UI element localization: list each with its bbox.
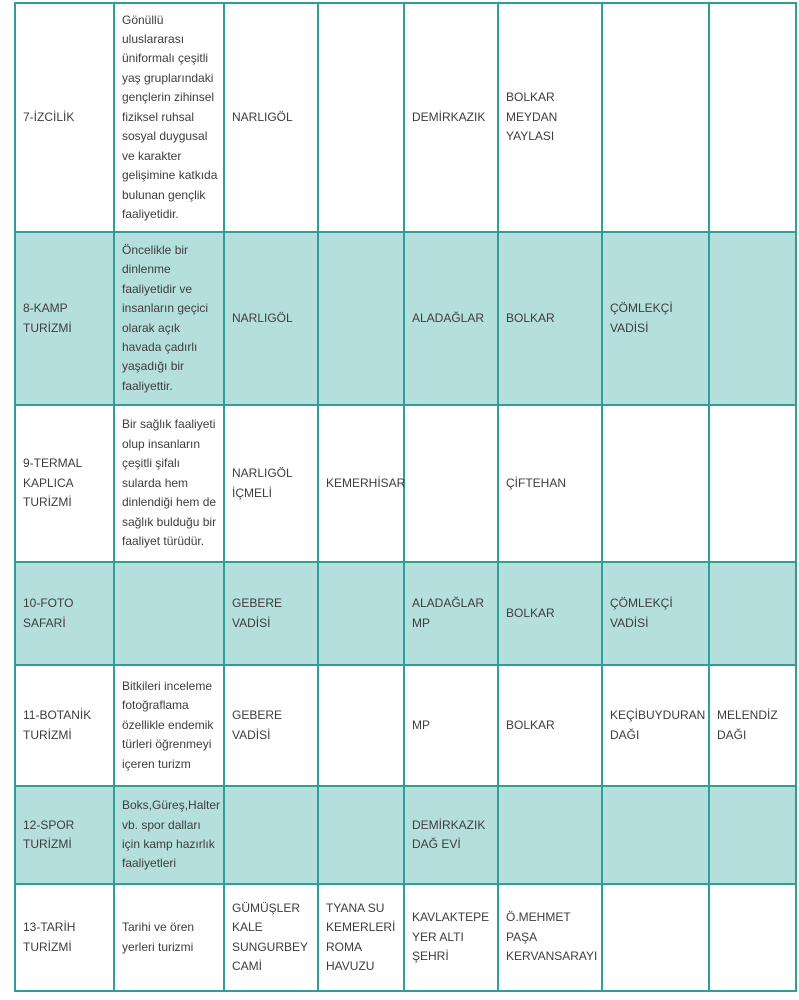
location-cell [602,3,709,232]
table-row-termal-kaplica-turizmi [15,405,796,562]
location-cell: KAVLAKTEPE YER ALTI ŞEHRİ [404,884,498,991]
location-cell [318,665,404,786]
row-label-cell: 10-FOTO SAFARİ [15,562,114,665]
tourism-table [14,2,797,992]
location-cell: ALADAĞLAR [404,232,498,405]
location-cell: MP [404,665,498,786]
location-cell [602,786,709,884]
row-label-cell: 9-TERMAL KAPLICA TURİZMİ [15,405,114,562]
location-cell [318,3,404,232]
location-cell: ÇÖMLEKÇİ VADİSİ [602,232,709,405]
description-cell: Bitkileri inceleme fotoğraflama özellikle endemik türleri öğrenmeyi içeren turizm [114,665,224,786]
table-row-tarih-turizmi [15,884,796,991]
description-cell: Tarihi ve ören yerleri turizmi [114,884,224,991]
row-label-cell: 11-BOTANİK TURİZMİ [15,665,114,786]
row-label-cell: 8-KAMP TURİZMİ [15,232,114,405]
location-cell: ÇİFTEHAN [498,405,602,562]
table-row-foto-safari [15,562,796,665]
location-cell: NARLIGÖL İÇMELİ [224,405,318,562]
location-cell: BOLKAR MEYDAN YAYLASI [498,3,602,232]
location-cell: NARLIGÖL [224,3,318,232]
tourism-table-container [14,2,797,992]
location-cell: Ö.MEHMET PAŞA KERVANSARAYI [498,884,602,991]
table-row-kamp-turizmi [15,232,796,405]
location-cell [709,562,796,665]
location-cell: KEÇİBUYDURAN DAĞI [602,665,709,786]
location-cell: DEMİRKAZIK [404,3,498,232]
row-label-cell: 7-İZCİLİK [15,3,114,232]
description-cell: Boks,Güreş,Halter vb. spor dalları için kamp hazırlık faaliyetleri [114,786,224,884]
table-row-spor-turizmi [15,786,796,884]
location-cell [602,884,709,991]
location-cell: GEBERE VADİSİ [224,562,318,665]
row-label-cell: 12-SPOR TURİZMİ [15,786,114,884]
location-cell [318,232,404,405]
location-cell [709,786,796,884]
location-cell: BOLKAR [498,562,602,665]
row-label-cell: 13-TARİH TURİZMİ [15,884,114,991]
location-cell [404,405,498,562]
location-cell [602,405,709,562]
description-cell: Öncelikle bir dinlenme faaliyetidir ve insanların geçici olarak açık havada çadırlı yaşadığı bir faaliyettir. [114,232,224,405]
location-cell: ALADAĞLAR MP [404,562,498,665]
location-cell [498,786,602,884]
location-cell [709,3,796,232]
location-cell [709,232,796,405]
location-cell: ÇÖMLEKÇİ VADİSİ [602,562,709,665]
location-cell [318,562,404,665]
location-cell: BOLKAR [498,232,602,405]
description-cell [114,562,224,665]
table-row-izcilik [15,3,796,232]
location-cell: NARLIGÖL [224,232,318,405]
location-cell: GÜMÜŞLER KALE SUNGURBEY CAMİ [224,884,318,991]
location-cell [709,405,796,562]
description-cell: Bir sağlık faaliyeti olup insanların çeşitli şifalı sularda hem dinlendiği hem de sağlık bulduğu bir faaliyet türüdür. [114,405,224,562]
description-cell: Gönüllü uluslararası üniformalı çeşitli yaş gruplarındaki gençlerin zihinsel fiziksel ruhsal sosyal duygusal ve karakter gelişimine katkıda bulunan gençlik faaliyetidir. [114,3,224,232]
location-cell [318,786,404,884]
location-cell: MELENDİZ DAĞI [709,665,796,786]
location-cell: GEBERE VADİSİ [224,665,318,786]
location-cell: BOLKAR [498,665,602,786]
location-cell [709,884,796,991]
table-row-botanik-turizmi [15,665,796,786]
location-cell: KEMERHİSAR [318,405,404,562]
location-cell: DEMİRKAZIK DAĞ EVİ [404,786,498,884]
location-cell: TYANA SU KEMERLERİ ROMA HAVUZU [318,884,404,991]
location-cell [224,786,318,884]
